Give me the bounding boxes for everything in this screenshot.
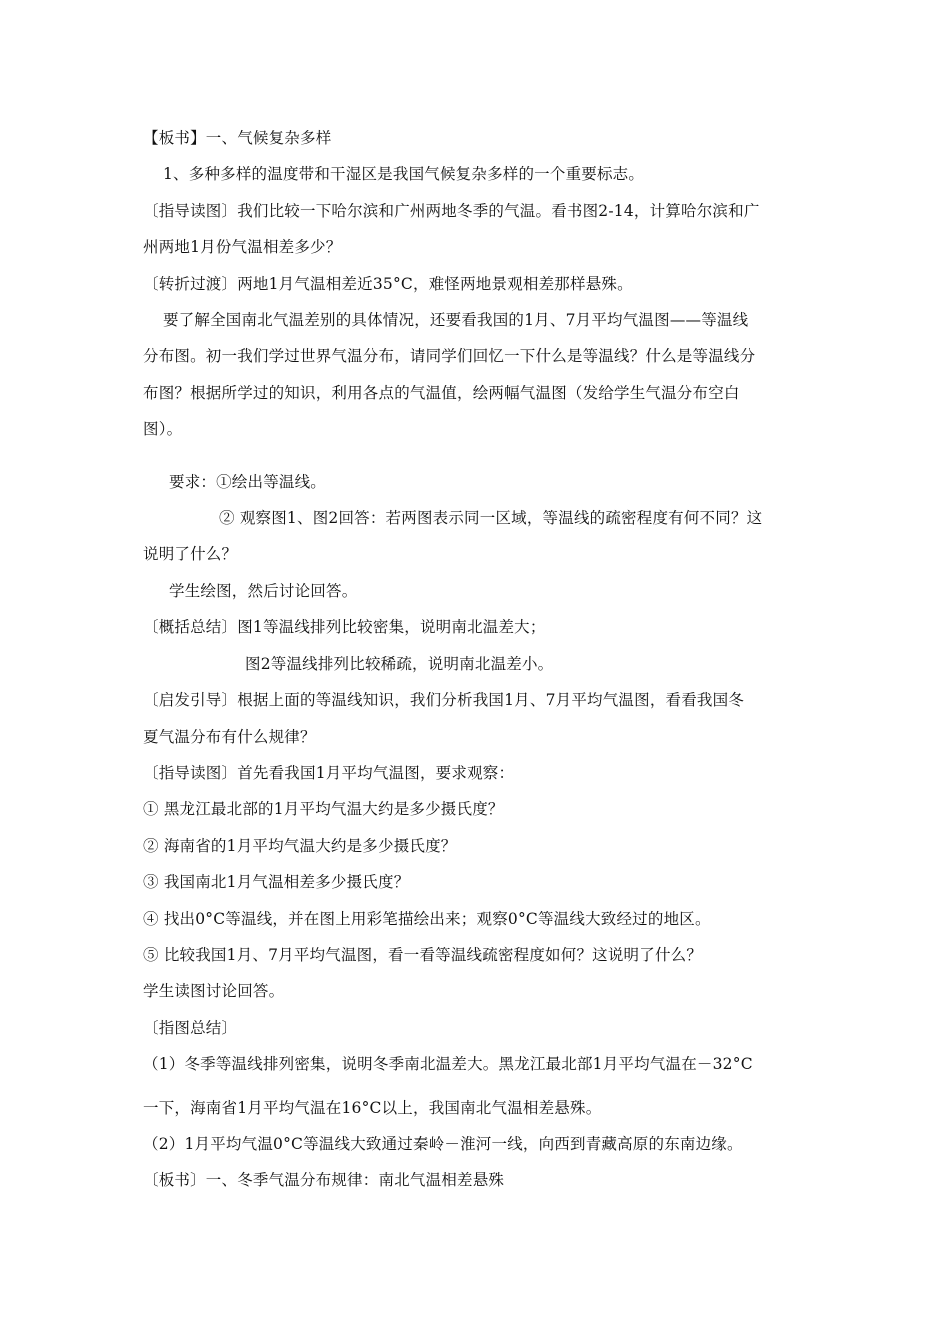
- question-item: ⑤ 比较我国1月、7月平均气温图，看一看等温线疏密程度如何？这说明了什么？: [143, 946, 703, 964]
- paragraph-line: 学生读图讨论回答。: [143, 982, 285, 1000]
- paragraph-line: 一下，海南省1月平均气温在16°C以上，我国南北气温相差悬殊。: [143, 1099, 602, 1117]
- board-heading: 【板书】一、气候复杂多样: [143, 129, 332, 147]
- paragraph-line: 学生绘图，然后讨论回答。: [169, 582, 358, 600]
- question-item: ② 海南省的1月平均气温大约是多少摄氏度？: [143, 837, 457, 855]
- board-heading: 〔板书〕一、冬季气温分布规律：南北气温相差悬殊: [143, 1171, 505, 1189]
- requirement-line: ② 观察图1、图2回答：若两图表示同一区域，等温线的疏密程度有何不同？这: [219, 509, 763, 527]
- paragraph-line: 〔概括总结〕图1等温线排列比较密集，说明南北温差大；: [143, 618, 546, 636]
- paragraph-line: （1）冬季等温线排列密集，说明冬季南北温差大。黑龙江最北部1月平均气温在－32°C: [143, 1055, 753, 1073]
- requirement-line: 要求：①绘出等温线。: [169, 473, 327, 491]
- paragraph-line: 要了解全国南北气温差别的具体情况，还要看我国的1月、7月平均气温图——等温线: [163, 311, 749, 329]
- paragraph-line: 布图？根据所学过的知识，利用各点的气温值，绘两幅气温图（发给学生气温分布空白: [143, 384, 740, 402]
- question-item: ③ 我国南北1月气温相差多少摄氏度？: [143, 873, 410, 891]
- paragraph-line: 说明了什么？: [143, 545, 238, 563]
- paragraph-line: 〔指导读图〕我们比较一下哈尔滨和广州两地冬季的气温。看书图2-14，计算哈尔滨和广: [143, 202, 760, 220]
- paragraph-line: 1、多种多样的温度带和干湿区是我国气候复杂多样的一个重要标志。: [163, 165, 645, 183]
- paragraph-line: 夏气温分布有什么规律？: [143, 728, 316, 746]
- paragraph-line: 〔转折过渡〕两地1月气温相差近35°C，难怪两地景观相差那样悬殊。: [143, 275, 633, 293]
- paragraph-line: 〔指导读图〕首先看我国1月平均气温图，要求观察：: [143, 764, 515, 782]
- paragraph-line: 州两地1月份气温相差多少？: [143, 238, 342, 256]
- question-item: ④ 找出0°C等温线，并在图上用彩笔描绘出来；观察0°C等温线大致经过的地区。: [143, 910, 711, 928]
- paragraph-line: （2）1月平均气温0°C等温线大致通过秦岭－淮河一线，向西到青藏高原的东南边缘。: [143, 1135, 743, 1153]
- paragraph-line: 〔启发引导〕根据上面的等温线知识，我们分析我国1月、7月平均气温图，看看我国冬: [143, 691, 745, 709]
- question-item: ① 黑龙江最北部的1月平均气温大约是多少摄氏度？: [143, 800, 504, 818]
- paragraph-line: 分布图。初一我们学过世界气温分布，请同学们回忆一下什么是等温线？什么是等温线分: [143, 347, 756, 365]
- paragraph-line: 图）。: [143, 420, 183, 438]
- paragraph-line: 图2等温线排列比较稀疏，说明南北温差小。: [245, 655, 554, 673]
- paragraph-line: 〔指图总结〕: [143, 1019, 238, 1037]
